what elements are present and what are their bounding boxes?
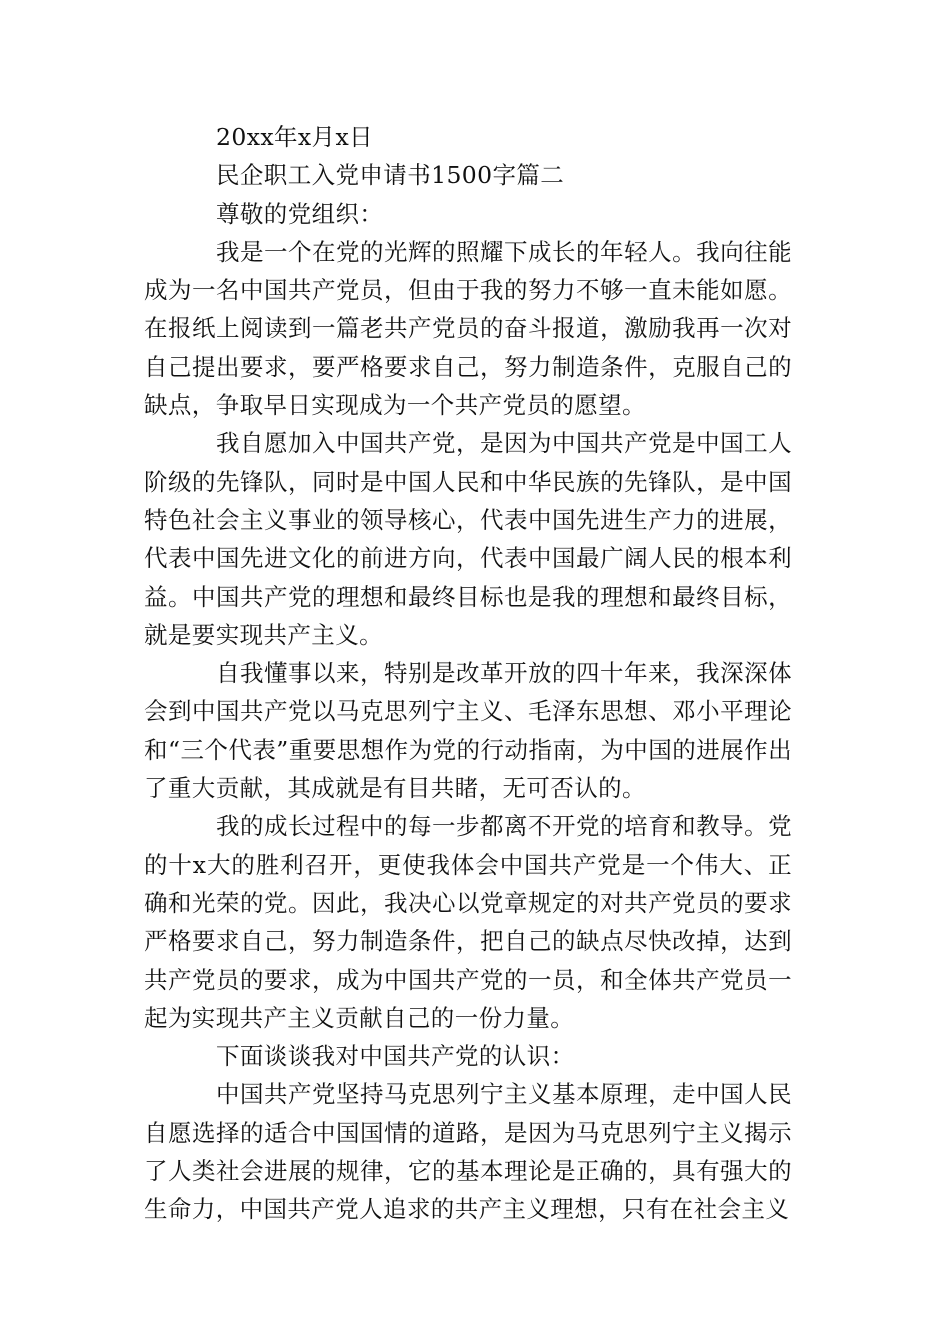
salutation: 尊敬的党组织：	[216, 199, 384, 228]
section-title: 民企职工入党申请书1500字篇二	[216, 161, 565, 190]
body-paragraph-3: 自我懂事以来，特别是改革开放的四十年来，我深深体会到中国共产党以马克思列宁主义、毛泽东思想、邓小平理论和“三个代表”重要思想作为党的行动指南，为中国的进展作出了重大贡献，其成就是有目共睹，无可否认的。	[144, 659, 792, 803]
document-body	[144, 118, 792, 1229]
body-paragraph-5: 中国共产党坚持马克思列宁主义基本原理，走中国人民自愿选择的适合中国国情的道路，是因为马克思列宁主义揭示了人类社会进展的规律，它的基本理论是正确的，具有强大的生命力，中国共产党人追求的共产主义理想，只有在社会主义	[144, 1080, 792, 1224]
body-paragraph-4: 我的成长过程中的每一步都离不开党的培育和教导。党的十x大的胜利召开，更使我体会中国共产党是一个伟大、正确和光荣的党。因此，我决心以党章规定的对共产党员的要求严格要求自己，努力制造条件，把自己的缺点尽快改掉，达到共产党员的要求，成为中国共产党的一员，和全体共产党员一起为实现共产主义贡献自己的一份力量。	[144, 812, 792, 1032]
body-paragraph-2: 我自愿加入中国共产党，是因为中国共产党是中国工人阶级的先锋队，同时是中国人民和中华民族的先锋队，是中国特色社会主义事业的领导核心，代表中国先进生产力的进展，代表中国先进文化的前进方向，代表中国最广阔人民的根本利益。中国共产党的理想和最终目标也是我的理想和最终目标，就是要实现共产主义。	[144, 429, 792, 649]
subheading: 下面谈谈我对中国共产党的认识：	[216, 1042, 575, 1071]
body-paragraph-1: 我是一个在党的光辉的照耀下成长的年轻人。我向往能成为一名中国共产党员，但由于我的努力不够一直未能如愿。在报纸上阅读到一篇老共产党员的奋斗报道，激励我再一次对自己提出要求，要严格要求自己，努力制造条件，克服自己的缺点，争取早日实现成为一个共产党员的愿望。	[144, 237, 792, 420]
date-line: 20xx年x月x日	[216, 123, 374, 151]
